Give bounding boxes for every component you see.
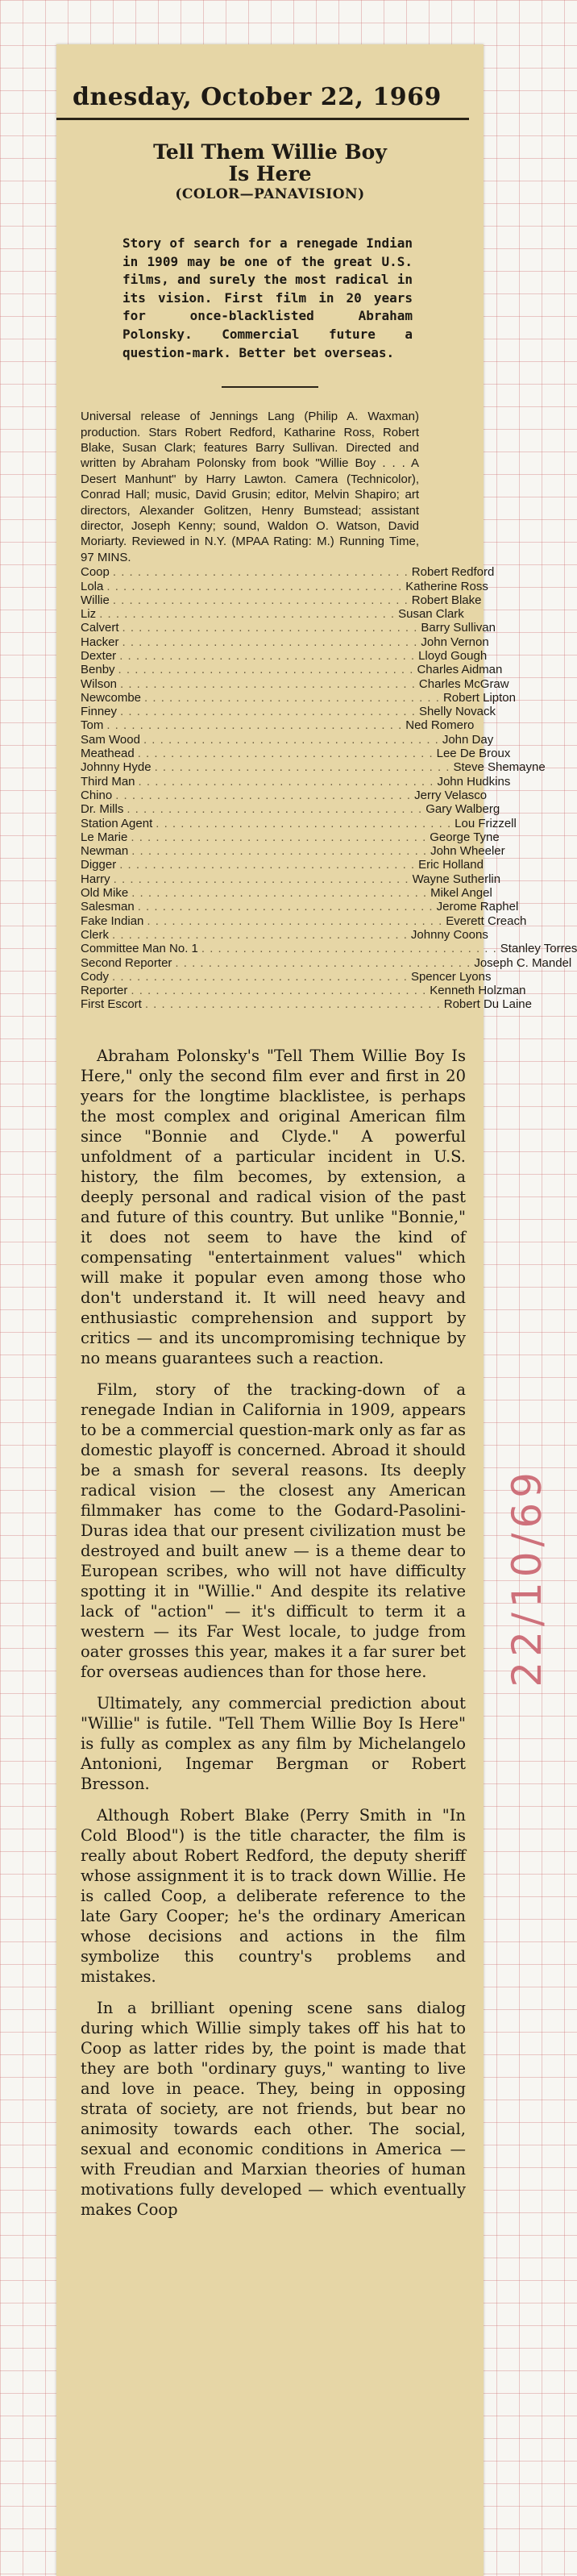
cast-row <box>81 997 532 1012</box>
credits-block: Universal release of Jennings Lang (Philip A. Waxman) production. Stars Robert Redford, Katharine Ross, Robert Blake, Susan Clark; features Barry Sullivan. Directed and written by Abraham Polonsky from book "Willie Boy . . . A Desert Manhunt" by Harry Lawton. Camera (Technicolor), Conrad Hall; music, David Grusin; editor, Melvin Shapiro; art directors, Alexander Golitzen, Henry Bumstead; assistant director, Joseph Kenny; sound, Waldon O. Watson, David Moriarty. Reviewed in N.Y. (MPAA Rating: M.) Running Time, 97 MINS. <box>81 410 419 564</box>
cast-row <box>81 621 496 635</box>
cast-actor: John Day <box>442 732 494 747</box>
cast-list <box>81 565 577 1012</box>
cast-row <box>81 732 494 747</box>
cast-actor: Wayne Sutherlin <box>412 872 501 886</box>
cast-row <box>81 705 496 719</box>
cast-actor: Katherine Ross <box>405 579 488 593</box>
cast-row <box>81 788 488 802</box>
leader-dots: . . . . . . . . . . . . . . . . . . . . . . . . . . . . . . . . . . . . <box>144 690 440 705</box>
cast-row <box>81 593 482 607</box>
cast-row <box>81 607 464 622</box>
cast-role: Dexter <box>81 649 117 663</box>
cast-role: Meathead <box>81 747 135 761</box>
review-summary: Story of search for a renegade Indian in 1909 may be one of the great U.S. films, and surely the most radical in its vision. First film in 20 years for once-blacklisted Abraham Polonsky. Commercial future a question-mark. Better bet overseas. <box>122 235 413 360</box>
cast-actor: Steve Shemayne <box>453 760 546 775</box>
cast-row <box>81 900 519 914</box>
handwritten-date: 22/10/69 <box>504 1467 550 1688</box>
body-paragraph: Although Robert Blake (Perry Smith in "In Cold Blood") is the title character, the film is really about Robert Redford, the deputy sheriff whose assignment it is to track down Willie. He is called Coop, a deliberate reference to the late Gary Cooper; he's the ordinary American whose decisions and actions in the film symbolize this country's problems and mistakes. <box>81 1805 466 1986</box>
cast-role: Newman <box>81 844 129 859</box>
cast-role: Old Mike <box>81 886 129 901</box>
leader-dots: . . . . . . . . . . . . . . . . . . . . . . . . . . . . . . . . . . . . <box>137 900 434 914</box>
body-paragraph: Ultimately, any commercial prediction about "Willie" is futile. "Tell Them Willie Boy Is Here" is fully as complex as any film by Michelangelo Antonioni, Ingemar Bergman or Robert Bresson. <box>81 1693 466 1793</box>
cast-actor: Eric Holland <box>418 858 484 872</box>
cast-row <box>81 913 527 928</box>
dateline-rule <box>56 118 469 120</box>
cast-actor: Charles McGraw <box>418 676 509 691</box>
cast-row <box>81 565 495 580</box>
cast-row <box>81 579 488 593</box>
cast-actor: Shelly Novack <box>418 705 496 719</box>
leader-dots: . . . . . . . . . . . . . . . . . . . . . . . . . . . . . . . . . . . . <box>112 969 408 984</box>
cast-row <box>81 676 509 691</box>
leader-dots: . . . . . . . . . . . . . . . . . . . . . . . . . . . . . . . . . . . . <box>154 760 450 775</box>
cast-role: Digger <box>81 858 117 872</box>
cast-row <box>81 955 572 970</box>
cast-row <box>81 774 511 789</box>
leader-dots: . . . . . . . . . . . . . . . . . . . . . . . . . . . . . . . . . . . . <box>127 802 423 817</box>
cast-row <box>81 844 505 859</box>
leader-dots: . . . . . . . . . . . . . . . . . . . . . . . . . . . . . . . . . . . . <box>131 886 428 901</box>
cast-role: Chino <box>81 788 113 802</box>
leader-dots: . . . . . . . . . . . . . . . . . . . . . . . . . . . . . . . . . . . . <box>122 635 418 649</box>
cast-actor: Stanley Torres <box>500 942 577 956</box>
cast-role: Clerk <box>81 927 110 942</box>
cast-role: Second Reporter <box>81 955 172 970</box>
cast-row <box>81 886 492 901</box>
leader-dots: . . . . . . . . . . . . . . . . . . . . . . . . . . . . . . . . . . . . <box>112 565 409 580</box>
cast-row <box>81 984 526 998</box>
cast-row <box>81 927 488 942</box>
subhead: (COLOR—PANAVISION) <box>175 186 365 202</box>
cast-role: Salesman <box>81 900 135 914</box>
leader-dots: . . . . . . . . . . . . . . . . . . . . . . . . . . . . . . . . . . . . <box>115 788 412 802</box>
cast-role: Lola <box>81 579 104 593</box>
cast-actor: Gary Walberg <box>425 802 500 817</box>
leader-dots: . . . . . . . . . . . . . . . . . . . . . . . . . . . . . . . . . . . . <box>119 649 416 663</box>
cast-row <box>81 663 503 677</box>
cast-actor: Barry Sullivan <box>421 621 496 635</box>
cast-role: Third Man <box>81 774 135 789</box>
cast-role: Finney <box>81 705 118 719</box>
cast-actor: Lou Frizzell <box>455 816 517 830</box>
leader-dots: . . . . . . . . . . . . . . . . . . . . . . . . . . . . . . . . . . . . <box>120 676 416 691</box>
cast-actor: Mikel Angel <box>430 886 492 901</box>
cast-actor: Robert Blake <box>411 593 482 607</box>
cast-row <box>81 802 500 817</box>
cast-actor: Jerry Velasco <box>414 788 488 802</box>
cast-role: Le Marie <box>81 830 128 844</box>
cast-actor: Lloyd Gough <box>418 649 488 663</box>
leader-dots: . . . . . . . . . . . . . . . . . . . . . . . . . . . . . . . . . . . . <box>106 579 403 593</box>
cast-actor: Joseph C. Mandel <box>474 955 572 970</box>
cast-role: Reporter <box>81 984 128 998</box>
headline-line-1: Tell Them Willie Boy <box>153 140 387 164</box>
leader-dots: . . . . . . . . . . . . . . . . . . . . . . . . . . . . . . . . . . . . <box>112 927 408 942</box>
headline <box>56 141 484 185</box>
leader-dots: . . . . . . . . . . . . . . . . . . . . . . . . . . . . . . . . . . . . <box>138 774 434 789</box>
leader-dots: . . . . . . . . . . . . . . . . . . . . . . . . . . . . . . . . . . . . <box>131 844 428 859</box>
cast-actor: Ned Romero <box>405 718 475 733</box>
cast-role: Harry <box>81 872 110 886</box>
leader-dots: . . . . . . . . . . . . . . . . . . . . . . . . . . . . . . . . . . . . <box>118 663 414 677</box>
cast-role: Liz <box>81 607 97 622</box>
newspaper-clipping <box>56 44 577 2576</box>
cast-actor: Susan Clark <box>398 607 464 622</box>
cast-role: Committee Man No. 1 <box>81 942 198 956</box>
cast-role: Newcombe <box>81 690 142 705</box>
cast-actor: John Hudkins <box>437 774 511 789</box>
cast-role: Johnny Hyde <box>81 760 152 775</box>
cast-row <box>81 635 489 649</box>
cast-row <box>81 690 516 705</box>
cast-role: Coop <box>81 565 110 580</box>
leader-dots: . . . . . . . . . . . . . . . . . . . . . . . . . . . . . . . . . . . . <box>113 872 409 886</box>
cast-actor: George Tyne <box>430 830 500 844</box>
cast-role: Station Agent <box>81 816 153 830</box>
cast-role: Wilson <box>81 676 118 691</box>
cast-actor: Charles Aidman <box>417 663 503 677</box>
cast-actor: John Wheeler <box>430 844 505 859</box>
cast-role: Willie <box>81 593 110 607</box>
cast-role: Dr. Mills <box>81 802 124 817</box>
leader-dots: . . . . . . . . . . . . . . . . . . . . . . . . . . . . . . . . . . . . <box>120 705 416 719</box>
cast-row <box>81 872 501 886</box>
cast-role: Sam Wood <box>81 732 140 747</box>
cast-role: Calvert <box>81 621 119 635</box>
cast-actor: Everett Creach <box>446 913 527 928</box>
section-rule <box>222 386 318 388</box>
cast-actor: Robert Redford <box>411 565 495 580</box>
body-paragraph: Film, story of the tracking-down of a renegade Indian in California in 1909, appears to be a commercial question-mark only as far as domestic playoff is concerned. Abroad it should be a smash for several reasons. Its deeply radical vision — the closest any American filmmaker has come to the Godard-Pasolini-Duras idea that our present civilization must be destroyed and built anew — is a theme dear to European scribes, who will not have difficulty spotting it in "Willie." And despite its relative lack of "action" — it's difficult to term it a western — its Far West locale, to judge from oater grosses this year, makes it a far surer bet for overseas audiences than for those here. <box>81 1380 466 1681</box>
cast-actor: Lee De Broux <box>436 747 511 761</box>
cast-role: Cody <box>81 969 110 984</box>
body-paragraph: In a brilliant opening scene sans dialog during which Willie simply takes off his hat to Coop as latter rides by, the point is made that they are both "ordinary guys," wanting to live and love in peace. They, being in opposing strata of society, are not friends, but bear no animosity towards each other. The social, sexual and economic conditions in America — with Freudian and Marxian theories of human motivations fully developed — which eventually makes Coop <box>81 1998 466 2219</box>
cast-role: First Escort <box>81 997 142 1012</box>
leader-dots: . . . . . . . . . . . . . . . . . . . . . . . . . . . . . . . . . . . . <box>201 942 497 956</box>
leader-dots: . . . . . . . . . . . . . . . . . . . . . . . . . . . . . . . . . . . . <box>144 997 441 1012</box>
leader-dots: . . . . . . . . . . . . . . . . . . . . . . . . . . . . . . . . . . . . <box>99 607 396 622</box>
leader-dots: . . . . . . . . . . . . . . . . . . . . . . . . . . . . . . . . . . . . <box>143 732 439 747</box>
leader-dots: . . . . . . . . . . . . . . . . . . . . . . . . . . . . . . . . . . . . <box>122 621 418 635</box>
cast-role: Tom <box>81 718 104 733</box>
cast-actor: Jerome Raphel <box>436 900 519 914</box>
body-paragraph: Abraham Polonsky's "Tell Them Willie Boy Is Here," only the second film ever and first in 20 years for the longtime blacklistee, is perhaps the most complex and original American film since "Bonnie and Clyde." A powerful unfoldment of a particular incident in U.S. history, the film becomes, by extension, a deeply personal and radical vision of the past and future of this country. But unlike "Bonnie," it does not seem to have the kind of compensating "entertainment values" which will make it popular even among those who don't understand it. It will need heavy and enthusiastic comprehension and support by critics — and its uncompromising technique by no means guarantees such a reaction. <box>81 1046 466 1367</box>
cast-row <box>81 649 488 663</box>
cast-row <box>81 969 492 984</box>
leader-dots: . . . . . . . . . . . . . . . . . . . . . . . . . . . . . . . . . . . . <box>119 858 416 872</box>
cast-actor: Spencer Lyons <box>410 969 492 984</box>
cast-row <box>81 830 500 844</box>
leader-dots: . . . . . . . . . . . . . . . . . . . . . . . . . . . . . . . . . . . . <box>131 984 427 998</box>
leader-dots: . . . . . . . . . . . . . . . . . . . . . . . . . . . . . . . . . . . . <box>137 747 434 761</box>
leader-dots: . . . . . . . . . . . . . . . . . . . . . . . . . . . . . . . . . . . . <box>112 593 409 607</box>
cast-actor: Johnny Coons <box>410 927 488 942</box>
cast-row <box>81 718 475 733</box>
cast-actor: John Vernon <box>421 635 489 649</box>
headline-line-2: Is Here <box>228 162 312 185</box>
cast-actor: Robert Lipton <box>442 690 516 705</box>
cast-row <box>81 942 577 956</box>
cast-row <box>81 858 484 872</box>
leader-dots: . . . . . . . . . . . . . . . . . . . . . . . . . . . . . . . . . . . . <box>131 830 427 844</box>
cast-row <box>81 760 546 775</box>
review-body <box>81 1046 466 2220</box>
leader-dots: . . . . . . . . . . . . . . . . . . . . . . . . . . . . . . . . . . . . <box>147 913 443 928</box>
cast-role: Hacker <box>81 635 119 649</box>
dateline: dnesday, October 22, 1969 <box>73 83 442 111</box>
cast-actor: Kenneth Holzman <box>430 984 526 998</box>
leader-dots: . . . . . . . . . . . . . . . . . . . . . . . . . . . . . . . . . . . . <box>156 816 452 830</box>
cast-row <box>81 816 517 830</box>
cast-role: Fake Indian <box>81 913 144 928</box>
cast-role: Benby <box>81 663 115 677</box>
cast-actor: Robert Du Laine <box>443 997 532 1012</box>
cast-row <box>81 747 511 761</box>
leader-dots: . . . . . . . . . . . . . . . . . . . . . . . . . . . . . . . . . . . . <box>175 955 471 970</box>
leader-dots: . . . . . . . . . . . . . . . . . . . . . . . . . . . . . . . . . . . . <box>106 718 403 733</box>
